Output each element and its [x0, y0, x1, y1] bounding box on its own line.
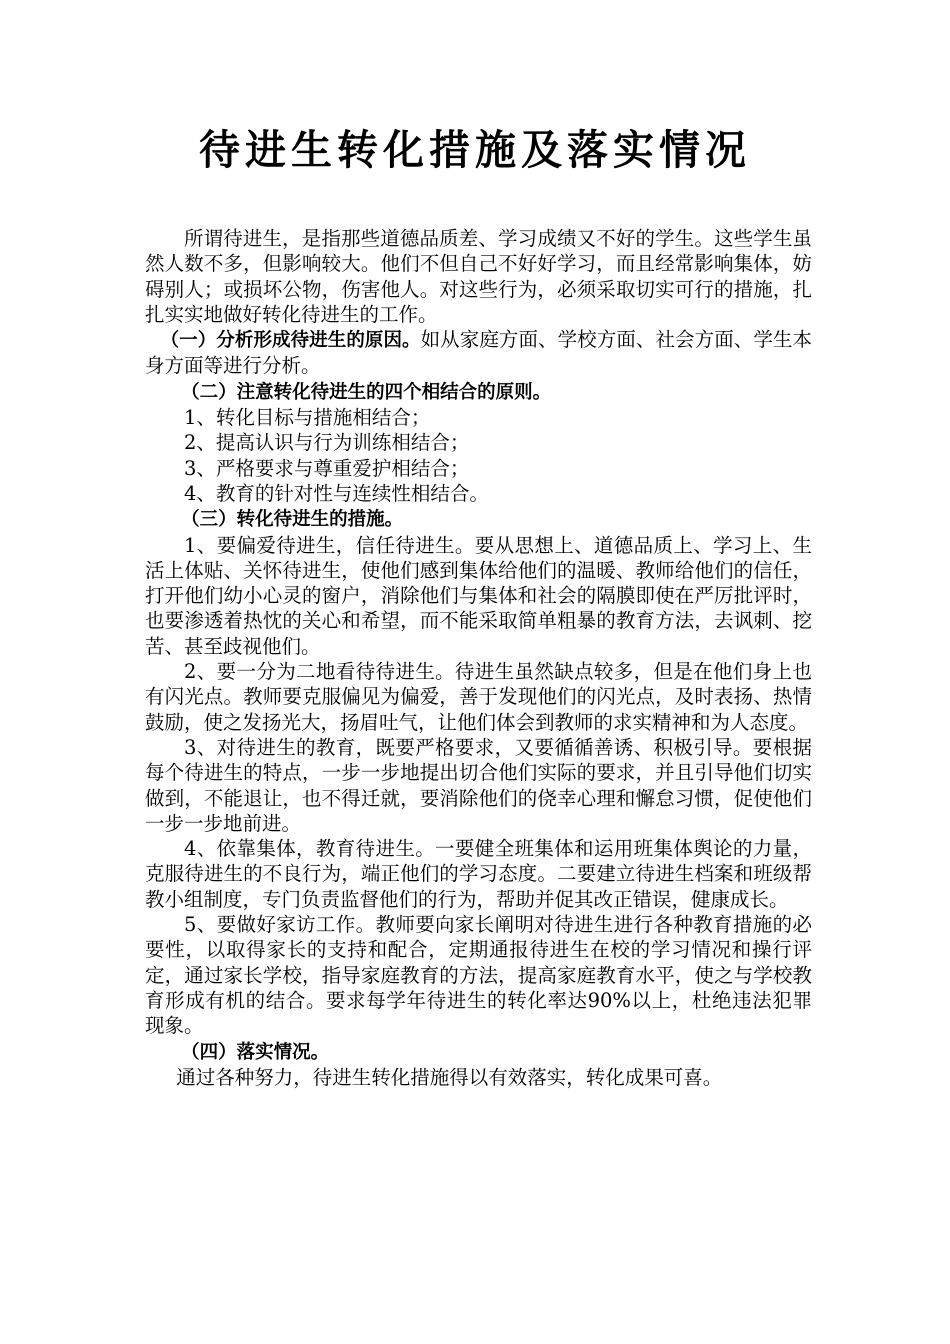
conclusion-paragraph: 通过各种努力，待进生转化措施得以有效落实，转化成果可喜。 — [176, 1065, 723, 1089]
principle-item: 2、提高认识与行为训练相结合； — [184, 431, 470, 455]
principle-item: 3、严格要求与尊重爱护相结合； — [184, 456, 470, 480]
section4-heading-text: （四）落实情况。 — [181, 1041, 330, 1063]
section2-heading — [145, 379, 812, 405]
measure-paragraph: 3、对待进生的教育，既要严格要求，又要循循善诱、积极引导。要根据每个待进生的特点，一步一步地提出切合他们实际的要求，并且引导他们切实做到，不能退让，也不得迁就，要消除他们的侥幸心理和懈怠习惯，促使他们一步一步地前进。 — [145, 735, 812, 835]
section3-heading-text: （三）转化待进生的措施。 — [181, 509, 404, 531]
document-title: 待进生转化措施及落实情况 — [199, 126, 751, 174]
principle-item: 4、教育的针对性与连续性相结合。 — [184, 481, 489, 505]
section1-text: 如从家庭方面、学校方面、社会方面、学生本身方面等进行分析。 — [145, 328, 812, 378]
principle-item: 1、转化目标与措施相结合； — [184, 406, 431, 430]
intro-paragraph: 所谓待进生，是指那些道德品质差、学习成绩又不好的学生。这些学生虽然人数不多，但影响较大。他们不但自己不好好学习，而且经常影响集体，妨碍别人；或损坏公物，伤害他人。对这些行为，必须采取切实可行的措施，扎扎实实地做好转化待进生的工作。 — [145, 227, 812, 326]
document-body — [145, 226, 812, 1090]
measure-paragraph: 1、要偏爱待进生，信任待进生。要从思想上、道德品质上、学习上、生活上体贴、关怀待进生，使他们感到集体给他们的温暖、教师给他们的信任，打开他们幼小心灵的窗户，消除他们与集体和社会的隔膜即使在严厉批评时，也要渗透着热忱的关心和希望，而不能采取简单粗暴的教育方法，去讽刺、挖苦、甚至歧视他们。 — [145, 533, 812, 658]
measure-paragraph: 4、依靠集体，教育待进生。一要健全班集体和运用班集体舆论的力量，克服待进生的不良行为，端正他们的学习态度。二要建立待进生档案和班级帮教小组制度，专门负责监督他们的行为，帮助并促其改正错误，健康成长。 — [145, 837, 812, 911]
section1-paragraph — [145, 327, 812, 379]
measure-paragraph: 2、要一分为二地看待待进生。待进生虽然缺点较多，但是在他们身上也有闪光点。教师要克服偏见为偏爱，善于发现他们的闪光点，及时表扬、热情鼓励，使之发扬光大，扬眉吐气，让他们体会到教师的求实精神和为人态度。 — [145, 660, 812, 734]
measure-paragraph: 5、要做好家访工作。教师要向家长阐明对待进生进行各种教育措施的必要性，以取得家长的支持和配合，定期通报待进生在校的学习情况和操行评定，通过家长学校，指导家庭教育的方法，提高家庭教育水平，使之与学校教育形成有机的结合。要求每学年待进生的转化率达90%以上，杜绝违法犯罪现象。 — [145, 913, 812, 1038]
section3-heading — [145, 506, 812, 532]
section2-heading-text: （二）注意转化待进生的四个相结合的原则。 — [181, 381, 552, 403]
section4-heading — [145, 1039, 812, 1065]
section1-heading: （一）分析形成待进生的原因。 — [160, 330, 421, 352]
